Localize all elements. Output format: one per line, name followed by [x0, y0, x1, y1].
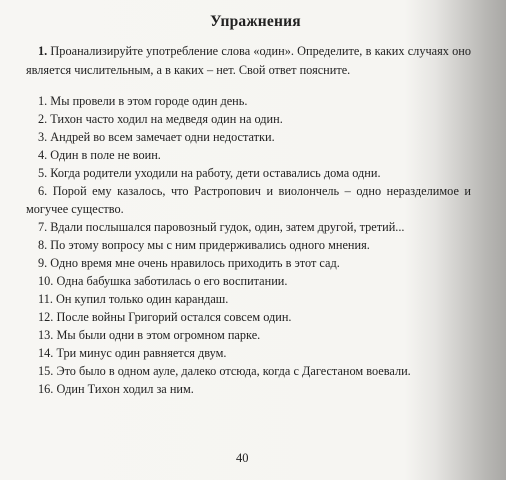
sentence-item: 9. Одно время мне очень нравилось приходить в этот сад.	[38, 256, 340, 270]
sentence-item: 12. После войны Григорий остался совсем один.	[38, 310, 292, 324]
task-number: 1.	[38, 44, 48, 58]
sentence-item: 3. Андрей во всем замечает одни недостатки.	[38, 130, 275, 144]
sentence-item: 6. Порой ему казалось, что Растропович и виолончель – одно неразделимое и могучее существо.	[26, 184, 471, 216]
sentence-item: 1. Мы провели в этом городе один день.	[38, 94, 248, 108]
sentence-item: 2. Тихон часто ходил на медведя один на один.	[38, 112, 283, 126]
section-title: Упражнения	[210, 13, 301, 30]
sentence-item: 10. Одна бабушка заботилась о его воспитании.	[38, 274, 288, 288]
page-content	[26, 12, 471, 398]
sentence-item: 5. Когда родители уходили на работу, дети оставались дома одни.	[38, 166, 381, 180]
page-number: 40	[236, 451, 249, 465]
sentence-item: 16. Один Тихон ходил за ним.	[38, 382, 194, 396]
sentence-item: 7. Вдали послышался паровозный гудок, один, затем другой, третий...	[38, 220, 405, 234]
sentence-item: 8. По этому вопросу мы с ним придерживались одного мнения.	[38, 238, 370, 252]
sentence-item: 15. Это было в одном ауле, далеко отсюда, когда с Дагестаном воевали.	[38, 364, 411, 378]
task-paragraph	[26, 42, 471, 79]
task-text: Проанализируйте употребление слова «один». Определите, в каких случаях оно является числительным, а в каких – нет. Свой ответ поясните.	[26, 44, 471, 77]
sentence-list	[26, 92, 471, 398]
sentence-item: 4. Один в поле не воин.	[38, 148, 161, 162]
sentence-item: 14. Три минус один равняется двум.	[38, 346, 227, 360]
sentence-item: 11. Он купил только один карандаш.	[38, 292, 229, 306]
sentence-item: 13. Мы были одни в этом огромном парке.	[38, 328, 261, 342]
